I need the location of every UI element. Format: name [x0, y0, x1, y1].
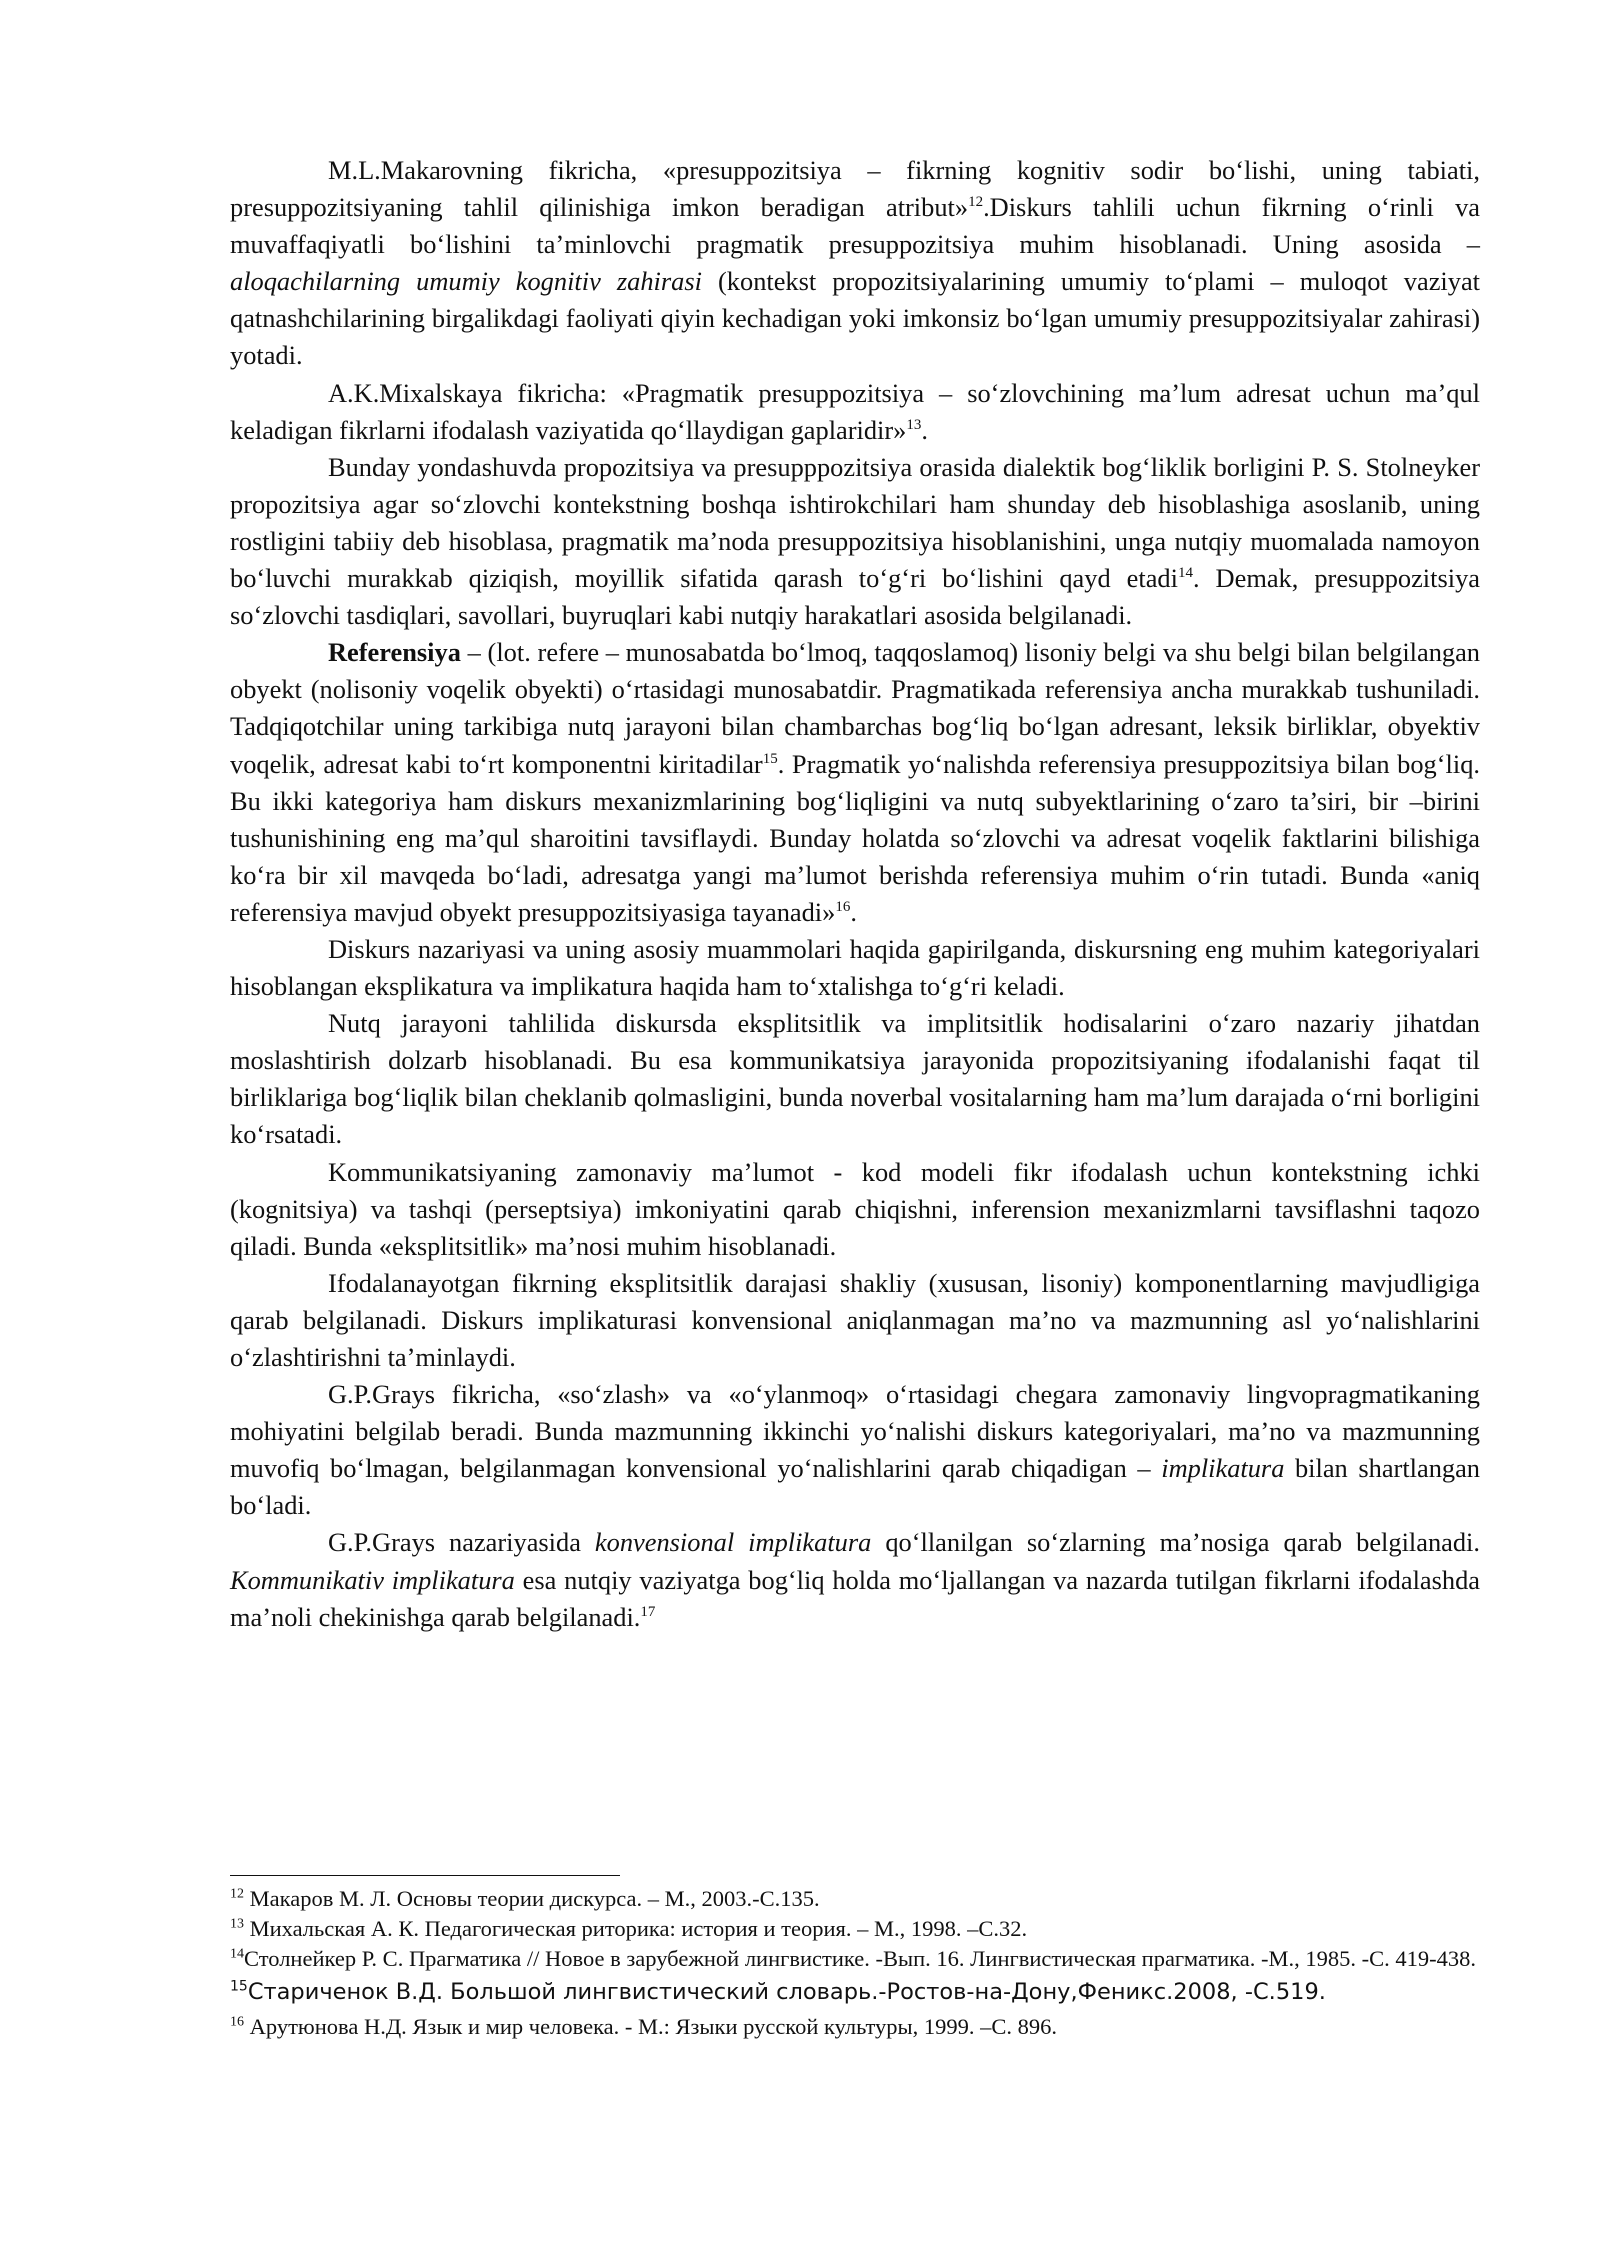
term-italic: Kommunikativ implikatura — [230, 1564, 515, 1595]
text-run: . — [921, 414, 928, 445]
term-italic: aloqachilarning umumiy kognitiv zahirasi — [230, 266, 702, 297]
footnote-reference: 13 — [906, 416, 922, 433]
term-bold: Referensiya — [328, 637, 461, 668]
paragraph — [230, 634, 1480, 931]
text-run: Bunday yondashuvda propozitsiya va presupppozitsiya orasida dialektik bog‘liklik borligini P. S. Stolneyker propozitsiya agar so‘zlovchi kontekstning boshqa ishtirokchilari ham shunday deb hisoblashiga asoslanib, uning rostligini tabiiy deb hisoblasa, pragmatik ma’noda presuppozitsiya hisoblanishini, unga nutqiy muomalada namoyon bo‘luvchi murakkab qiziqish, moyillik sifatida qarash to‘g‘ri bo‘lishini qayd etadi — [230, 451, 1480, 594]
footnote-number: 16 — [230, 2014, 244, 2030]
text-run: . — [850, 896, 857, 927]
footnote-reference: 16 — [835, 899, 851, 916]
text-run: – (lot. refere – munosabatda bo‘lmoq, taqqoslamoq) lisoniy belgi va shu belgi bilan belgilangan obyekt (nolisoniy voqelik obyekti) o‘rtasidagi munosabatdir. Pragmatikada referensiya ancha murakkab tushuniladi. Tadqiqotchilar uning tarkibiga nutq jarayoni bilan chambarchas bog‘liq bo‘lgan adresant, leksik birliklar, obyektiv voqelik, adresat kabi to‘rt komponentni kiritadilar — [230, 637, 1480, 779]
body-text — [230, 152, 1480, 1636]
text-run: Nutq jarayoni tahlilida diskursda eksplitsitlik va implitsitlik hodisalarini o‘zaro nazariy jihatdan moslashtirish dolzarb hisoblanadi. Bu esa kommunikatsiya jarayonida propozitsiyaning ifodalanishi faqat til birliklariga bog‘liqlik bilan cheklanib qolmasligini, bunda noverbal vositalarning ham ma’lum darajada o‘rni borligini ko‘rsatadi. — [230, 1008, 1480, 1150]
footnote-number: 14 — [230, 1946, 244, 1962]
paragraph — [230, 1265, 1480, 1376]
text-run: qo‘llanilgan so‘zlarning ma’nosiga qarab belgilanadi. — [871, 1527, 1480, 1558]
footnote — [230, 1944, 1480, 1974]
term-italic: konvensional implikatura — [594, 1527, 872, 1558]
footnote-text: Стариченок В.Д. Большой лингвистический словарь.-Ростов-на-Дону,Феникс.2008, -С.519. — [247, 1979, 1326, 2005]
footnote — [230, 2012, 1480, 2042]
text-run: . Demak, presuppozitsiya so‘zlovchi tasdiqlari, savollari, buyruqlari kabi nutqiy harakatlari asosida belgilanadi. — [230, 563, 1480, 631]
footnotes — [230, 1884, 1480, 2042]
footnote — [230, 1914, 1480, 1944]
footnote — [230, 1974, 1480, 2010]
text-run: Diskurs nazariyasi va uning asosiy muammolari haqida gapirilganda, diskursning eng muhim kategoriyalari hisoblangan eksplikatura va implikatura haqida ham to‘xtalishga to‘g‘ri keladi. — [230, 933, 1480, 1002]
paragraph — [230, 375, 1480, 449]
paragraph — [230, 1524, 1480, 1635]
footnote-reference: 14 — [1177, 565, 1193, 582]
footnote-number: 12 — [230, 1886, 244, 1902]
term-italic: implikatura — [1161, 1453, 1285, 1484]
footnote-text: Михальская А. К. Педагогическая риторика: история и теория. – М., 1998. –С.32. — [244, 1916, 1028, 1941]
text-run: G.P.Grays nazariyasida — [328, 1527, 595, 1558]
text-run: .Diskurs tahlili uchun fikrning o‘rinli va muvaffaqiyatli bo‘lishini ta’minlovchi pragmatik presuppozitsiya muhim hisoblanadi. Uning asosida – — [230, 192, 1480, 260]
text-run: A.K.Mixalskaya fikricha: «Pragmatik presuppozitsiya – so‘zlovchining ma’lum adresat uchun ma’qul keladigan fikrlarni ifodalash vaziyatida qo‘llaydigan gaplaridir» — [230, 377, 1480, 445]
footnote-separator — [230, 1875, 620, 1876]
paragraph — [230, 931, 1480, 1005]
footnote — [230, 1884, 1480, 1914]
footnote-text: Арутюнова Н.Д. Язык и мир человека. - М.: Языки русской культуры, 1999. –С. 896. — [244, 2014, 1058, 2039]
text-run: (kontekst propozitsiyalarining umumiy to‘plami – muloqot vaziyat qatnashchilarining birgalikdagi faoliyati qiyin kechadigan yoki imkonsiz bo‘lgan umumiy presuppozitsiyalar zahirasi) yotadi. — [230, 266, 1480, 371]
paragraph — [230, 1005, 1480, 1153]
paragraph — [230, 449, 1480, 634]
text-run: Ifodalanayotgan fikrning eksplitsitlik darajasi shakliy (xususan, lisoniy) komponentlarning mavjudligiga qarab belgilanadi. Diskurs implikaturasi konvensional aniqlanmagan ma’no va mazmunning asl yo‘nalishlarini o‘zlashtirishni ta’minlaydi. — [230, 1267, 1480, 1372]
footnote-reference: 17 — [640, 1603, 656, 1620]
paragraph — [230, 1376, 1480, 1524]
footnote-text: Макаров М. Л. Основы теории дискурса. – М., 2003.-С.135. — [244, 1886, 820, 1911]
footnote-reference: 15 — [762, 750, 778, 767]
footnote-number: 15 — [230, 1978, 248, 1995]
footnote-reference: 12 — [968, 194, 984, 211]
footnote-number: 13 — [230, 1916, 244, 1932]
paragraph — [230, 152, 1480, 375]
text-run: G.P.Grays fikricha, «so‘zlash» va «o‘ylanmoq» o‘rtasidagi chegara zamonaviy lingvopragmatikaning mohiyatini belgilab beradi. Bunda mazmunning ikkinchi yo‘nalishi diskurs kategoriyalari, ma’no va mazmunning muvofiq bo‘lmagan, belgilanmagan konvensional yo‘nalishlarini qarab chiqadigan – — [230, 1379, 1480, 1484]
footnote-text: Столнейкер Р. С. Прагматика // Новое в зарубежной лингвистике. -Вып. 16. Лингвистическая прагматика. -М., 1985. -С. 419-438. — [244, 1946, 1477, 1971]
text-run: bilan shartlangan bo‘ladi. — [230, 1453, 1480, 1521]
text-run: esa nutqiy vaziyatga bog‘liq holda mo‘ljallangan va nazarda tutilgan fikrlarni ifodalashda ma’noli chekinishga qarab belgilanadi. — [230, 1564, 1480, 1632]
text-run: . Pragmatik yo‘nalishda referensiya presuppozitsiya bilan bog‘liq. Bu ikki kategoriya ham diskurs mexanizmlarining bog‘liqligini va nutq subyektlarining o‘zaro ta’siri, bir –birini tushunishining eng ma’qul sharoitini tavsiflaydi. Bunday holatda so‘zlovchi va adresat voqelik faktlarini bilishiga ko‘ra bir xil mavqeda bo‘ladi, adresatga yangi ma’lumot berishda referensiya muhim o‘rin tutadi. Bunda «aniq referensiya mavjud obyekt presuppozitsiyasiga tayanadi» — [230, 748, 1481, 927]
text-run: Kommunikatsiyaning zamonaviy ma’lumot - kod modeli fikr ifodalash uchun kontekstning ichki (kognitsiya) va tashqi (perseptsiya) imkoniyatini qarab chiqishni, inferension mexanizmlarni tavsiflashni taqozo qiladi. Bunda «eksplitsitlik» ma’nosi muhim hisoblanadi. — [230, 1156, 1480, 1261]
paragraph — [230, 1154, 1480, 1265]
text-run: M.L.Makarovning fikricha, «presuppozitsiya – fikrning kognitiv sodir bo‘lishi, uning tabiati, presuppozitsiyaning tahlil qilinishiga imkon beradigan atribut» — [230, 155, 1480, 223]
